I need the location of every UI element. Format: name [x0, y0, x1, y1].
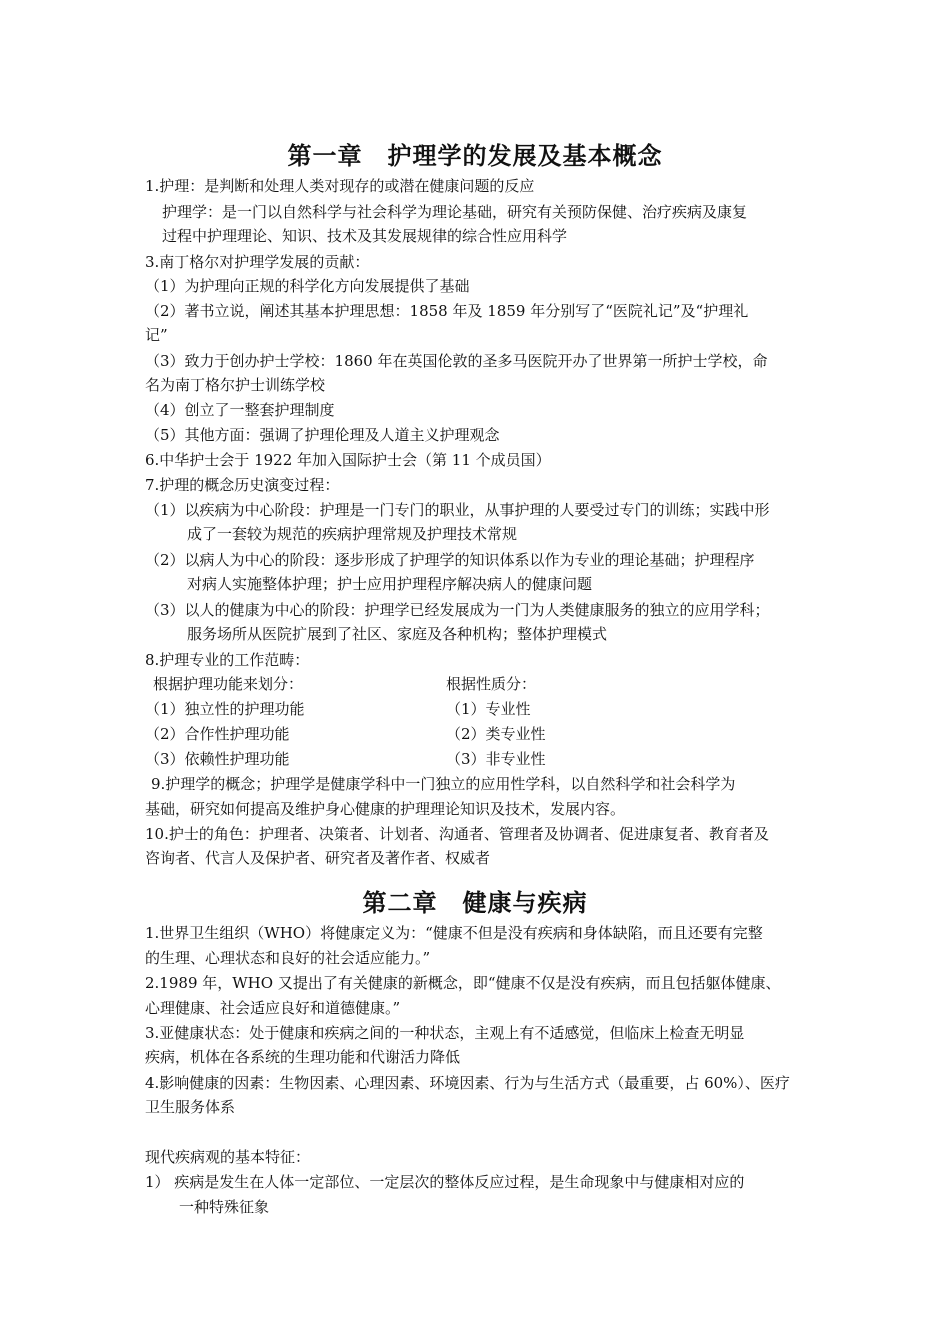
c1-line-22: 基础，研究如何提高及维护身心健康的护理理论知识及技术，发展内容。 — [145, 800, 626, 818]
c1-line-24: 咨询者、代言人及保护者、研究者及著作者、权威者 — [145, 849, 491, 867]
c2-line-10: 1） 疾病是发生在人体一定部位、一定层次的整体反应过程，是生命现象中与健康相对应的 — [145, 1173, 745, 1191]
c1-line-23: 10.护士的角色：护理者、决策者、计划者、沟通者、管理者及协调者、促进康复者、教育者及 — [145, 825, 769, 843]
c2-line-7: 4.影响健康的因素：生物因素、心理因素、环境因素、行为与生活方式（最重要，占 60%）、医疗 — [145, 1074, 790, 1092]
c1-line-19: 服务场所从医院扩展到了社区、家庭及各种机构；整体护理模式 — [187, 625, 608, 643]
c1-line-4: 3.南丁格尔对护理学发展的贡献： — [145, 253, 370, 271]
c1-line-8: （3）致力于创办护士学校：1860 年在英国伦敦的圣多马医院开办了世界第一所护士学校，命 — [145, 352, 768, 370]
c2-line-4: 心理健康、社会适应良好和道德健康。” — [145, 999, 401, 1017]
scope-right-heading: 根据性质分： — [446, 675, 537, 693]
c1-line-2: 护理学：是一门以自然科学与社会科学为理论基础，研究有关预防保健、治疗疾病及康复 — [162, 203, 748, 221]
c1-line-10: （4）创立了一整套护理制度 — [145, 401, 335, 419]
c1-line-11: （5）其他方面：强调了护理伦理及人道主义护理观念 — [145, 426, 500, 444]
scope-left-item-3: （3）依赖性护理功能 — [145, 750, 290, 768]
c1-line-9: 名为南丁格尔护士训练学校 — [145, 376, 326, 394]
scope-left-heading: 根据护理功能来划分： — [153, 675, 304, 693]
c2-line-2: 的生理、心理状态和良好的社会适应能力。” — [145, 949, 431, 967]
c1-line-14: （1）以疾病为中心阶段：护理是一门专门的职业，从事护理的人要受过专门的训练；实践中形 — [145, 501, 770, 519]
chapter-2-title: 第二章 健康与疾病 — [362, 889, 588, 917]
scope-left-item-2: （2）合作性护理功能 — [145, 725, 290, 743]
c1-line-20: 8.护理专业的工作范畴： — [145, 651, 310, 669]
c2-line-1: 1.世界卫生组织（WHO）将健康定义为：“健康不但是没有疾病和身体缺陷，而且还要有完整 — [145, 924, 763, 942]
c1-line-21: 9.护理学的概念；护理学是健康学科中一门独立的应用性学科，以自然科学和社会科学为 — [151, 775, 736, 793]
c1-line-18: （3）以人的健康为中心的阶段：护理学已经发展成为一门为人类健康服务的独立的应用学科； — [145, 601, 770, 619]
c2-line-3: 2.1989 年，WHO 又提出了有关健康的新概念，即“健康不仅是没有疾病，而且包括躯体健康、 — [145, 974, 781, 992]
c1-line-12: 6.中华护士会于 1922 年加入国际护士会（第 11 个成员国） — [145, 451, 551, 469]
c2-line-6: 疾病，机体在各系统的生理功能和代谢活力降低 — [145, 1048, 461, 1066]
c1-line-7: 记” — [145, 326, 168, 344]
c1-line-15: 成了一套较为规范的疾病护理常规及护理技术常规 — [187, 525, 518, 543]
scope-right-item-1: （1）专业性 — [446, 700, 531, 718]
c2-line-11: 一种特殊征象 — [179, 1198, 270, 1216]
c1-line-16: （2）以病人为中心的阶段：逐步形成了护理学的知识体系以作为专业的理论基础；护理程序 — [145, 551, 755, 569]
c1-line-17: 对病人实施整体护理；护士应用护理程序解决病人的健康问题 — [187, 575, 593, 593]
c2-line-9: 现代疾病观的基本特征： — [145, 1148, 311, 1166]
chapter-1-title: 第一章 护理学的发展及基本概念 — [287, 142, 663, 170]
scope-right-item-2: （2）类专业性 — [446, 725, 546, 743]
c1-line-6: （2）著书立说，阐述其基本护理思想：1858 年及 1859 年分别写了“医院礼记”及“护理礼 — [145, 302, 749, 320]
c1-line-3: 过程中护理理论、知识、技术及其发展规律的综合性应用科学 — [162, 227, 568, 245]
c1-line-13: 7.护理的概念历史演变过程： — [145, 476, 340, 494]
c2-line-5: 3.亚健康状态：处于健康和疾病之间的一种状态，主观上有不适感觉，但临床上检查无明显 — [145, 1024, 745, 1042]
c1-line-5: （1）为护理向正规的科学化方向发展提供了基础 — [145, 277, 470, 295]
c2-line-8: 卫生服务体系 — [145, 1098, 236, 1116]
c1-line-1: 1.护理：是判断和处理人类对现存的或潜在健康问题的反应 — [145, 177, 535, 195]
scope-right-item-3: （3）非专业性 — [446, 750, 546, 768]
scope-left-item-1: （1）独立性的护理功能 — [145, 700, 305, 718]
